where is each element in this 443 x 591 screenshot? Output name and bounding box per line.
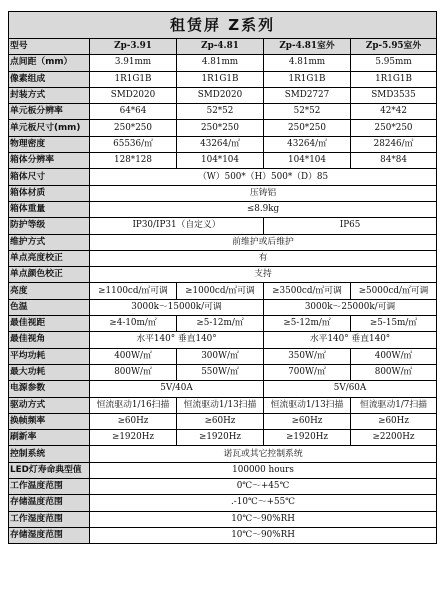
row-label: 防护等级 — [9, 218, 90, 234]
value-cell: 10℃～90%RH — [90, 527, 437, 543]
value-cell: ≥60Hz — [264, 413, 351, 429]
value-cell: ≥60Hz — [351, 413, 437, 429]
value-cell: 550W/㎡ — [177, 364, 264, 380]
value-cell: ≥1000cd/㎡可调 — [177, 283, 264, 299]
row-label: 箱体尺寸 — [9, 169, 90, 185]
value-cell: ≥1100cd/㎡可调 — [90, 283, 177, 299]
value-cell: ≥60Hz — [177, 413, 264, 429]
value-cell: ≥1920Hz — [90, 430, 177, 446]
model-header-cell: Zp-4.81 — [177, 39, 264, 55]
table-row — [9, 234, 437, 250]
value-cell: 43264/㎡ — [177, 136, 264, 152]
table-row — [9, 201, 437, 217]
value-cell: 250*250 — [264, 120, 351, 136]
row-label: 点间距（mm） — [9, 55, 90, 71]
table-row — [9, 462, 437, 478]
table-row — [9, 413, 437, 429]
row-label: 封装方式 — [9, 87, 90, 103]
row-label: 换帧频率 — [9, 413, 90, 429]
row-label: 单元板分辨率 — [9, 104, 90, 120]
table-row — [9, 71, 437, 87]
value-cell: 42*42 — [351, 104, 437, 120]
table-title: 租赁屏 Z系列 — [9, 12, 437, 39]
row-label: 色温 — [9, 299, 90, 315]
row-label: 刷新率 — [9, 430, 90, 446]
value-cell: ≥5-15m/㎡ — [351, 316, 437, 332]
row-label: 箱体重量 — [9, 201, 90, 217]
row-label: 像素组成 — [9, 71, 90, 87]
table-row — [9, 316, 437, 332]
row-label: 单点亮度校正 — [9, 250, 90, 266]
value-cell: 0℃～+45℃ — [90, 479, 437, 495]
row-label: 驱动方式 — [9, 397, 90, 413]
value-cell: 250*250 — [90, 120, 177, 136]
value-cell: ≥4-10m/㎡ — [90, 316, 177, 332]
value-cell: 250*250 — [177, 120, 264, 136]
value-cell: 5V/40A — [90, 381, 264, 397]
row-label: 工作温度范围 — [9, 479, 90, 495]
value-cell: SMD2727 — [264, 87, 351, 103]
value-cell: 84*84 — [351, 153, 437, 169]
row-label: LED灯寿命典型值 — [9, 462, 90, 478]
table-row — [9, 55, 437, 71]
model-header-cell: Zp-4.81室外 — [264, 39, 351, 55]
value-cell: 52*52 — [177, 104, 264, 120]
table-row — [9, 332, 437, 348]
value-cell: 水平140° 垂直140° — [264, 332, 437, 348]
table-row — [9, 430, 437, 446]
value-cell: 400W/㎡ — [90, 348, 177, 364]
row-label: 最佳视距 — [9, 316, 90, 332]
value-cell: 104*104 — [264, 153, 351, 169]
value-cell: （W）500*（H）500*（D）85 — [90, 169, 437, 185]
value-cell: 3000k～25000k/可调 — [264, 299, 437, 315]
value-cell: 128*128 — [90, 153, 177, 169]
value-cell: IP65 — [264, 218, 437, 234]
value-cell: 恒流驱动1/16扫描 — [90, 397, 177, 413]
value-cell: 52*52 — [264, 104, 351, 120]
table-row — [9, 495, 437, 511]
value-cell: 水平140° 垂直140° — [90, 332, 264, 348]
value-cell: IP30/IP31（自定义） — [90, 218, 264, 234]
row-label: 存储温度范围 — [9, 495, 90, 511]
table-row — [9, 104, 437, 120]
row-label: 单元板尺寸(mm) — [9, 120, 90, 136]
value-cell: 250*250 — [351, 120, 437, 136]
value-cell: 400W/㎡ — [351, 348, 437, 364]
table-row — [9, 479, 437, 495]
table-row — [9, 169, 437, 185]
value-cell: 10℃～90%RH — [90, 511, 437, 527]
value-cell: ≥60Hz — [90, 413, 177, 429]
table-row — [9, 381, 437, 397]
value-cell: 5V/60A — [264, 381, 437, 397]
table-row — [9, 299, 437, 315]
value-cell: 有 — [90, 250, 437, 266]
value-cell: SMD2020 — [177, 87, 264, 103]
row-label: 控制系统 — [9, 446, 90, 462]
value-cell: 3.91mm — [90, 55, 177, 71]
model-header-cell: Zp-3.91 — [90, 39, 177, 55]
table-row — [9, 120, 437, 136]
value-cell: ≥2200Hz — [351, 430, 437, 446]
value-cell: 800W/㎡ — [90, 364, 177, 380]
value-cell: 支持 — [90, 267, 437, 283]
value-cell: 1R1G1B — [351, 71, 437, 87]
table-row — [9, 446, 437, 462]
value-cell: ≥1920Hz — [177, 430, 264, 446]
value-cell: 恒流驱动1/13扫描 — [177, 397, 264, 413]
value-cell: .-10℃～+55℃ — [90, 495, 437, 511]
spec-table-body — [9, 12, 437, 544]
value-cell: 诺瓦或其它控制系统 — [90, 446, 437, 462]
value-cell: ≥5-12m/㎡ — [177, 316, 264, 332]
value-cell: 64*64 — [90, 104, 177, 120]
value-cell: 5.95mm — [351, 55, 437, 71]
table-row — [9, 283, 437, 299]
value-cell: ≥1920Hz — [264, 430, 351, 446]
row-label: 平均功耗 — [9, 348, 90, 364]
table-row — [9, 364, 437, 380]
value-cell: 1R1G1B — [90, 71, 177, 87]
row-label: 单点颜色校正 — [9, 267, 90, 283]
table-row — [9, 39, 437, 55]
value-cell: SMD2020 — [90, 87, 177, 103]
row-label: 型号 — [9, 39, 90, 55]
value-cell: ≥5000cd/㎡可调 — [351, 283, 437, 299]
row-label: 最佳视角 — [9, 332, 90, 348]
value-cell: 3000k～15000k/可调 — [90, 299, 264, 315]
table-row — [9, 153, 437, 169]
row-label: 最大功耗 — [9, 364, 90, 380]
value-cell: 350W/㎡ — [264, 348, 351, 364]
table-row — [9, 218, 437, 234]
table-row — [9, 87, 437, 103]
table-row — [9, 397, 437, 413]
value-cell: 1R1G1B — [177, 71, 264, 87]
row-label: 存储湿度范围 — [9, 527, 90, 543]
value-cell: 700W/㎡ — [264, 364, 351, 380]
table-row — [9, 136, 437, 152]
value-cell: 恒流驱动1/13扫描 — [264, 397, 351, 413]
model-header-cell: Zp-5.95室外 — [351, 39, 437, 55]
value-cell: 800W/㎡ — [351, 364, 437, 380]
value-cell: ≥5-12m/㎡ — [264, 316, 351, 332]
value-cell: 100000 hours — [90, 462, 437, 478]
table-row — [9, 527, 437, 543]
value-cell: ≤8.9kg — [90, 201, 437, 217]
value-cell: 300W/㎡ — [177, 348, 264, 364]
value-cell: 4.81mm — [177, 55, 264, 71]
value-cell: 65536/㎡ — [90, 136, 177, 152]
value-cell: 43264/㎡ — [264, 136, 351, 152]
table-row — [9, 511, 437, 527]
spec-table — [8, 11, 437, 544]
value-cell: 104*104 — [177, 153, 264, 169]
row-label: 维护方式 — [9, 234, 90, 250]
row-label: 亮度 — [9, 283, 90, 299]
value-cell: SMD3535 — [351, 87, 437, 103]
value-cell: 前维护或后维护 — [90, 234, 437, 250]
value-cell: 恒流驱动1/7扫描 — [351, 397, 437, 413]
row-label: 箱体材质 — [9, 185, 90, 201]
table-row — [9, 250, 437, 266]
value-cell: ≥3500cd/㎡可调 — [264, 283, 351, 299]
value-cell: 压铸铝 — [90, 185, 437, 201]
row-label: 电源参数 — [9, 381, 90, 397]
value-cell: 4.81mm — [264, 55, 351, 71]
row-label: 物理密度 — [9, 136, 90, 152]
table-row — [9, 267, 437, 283]
title-row — [9, 12, 437, 39]
table-row — [9, 185, 437, 201]
value-cell: 1R1G1B — [264, 71, 351, 87]
row-label: 工作湿度范围 — [9, 511, 90, 527]
value-cell: 28246/㎡ — [351, 136, 437, 152]
table-row — [9, 348, 437, 364]
row-label: 箱体分辨率 — [9, 153, 90, 169]
